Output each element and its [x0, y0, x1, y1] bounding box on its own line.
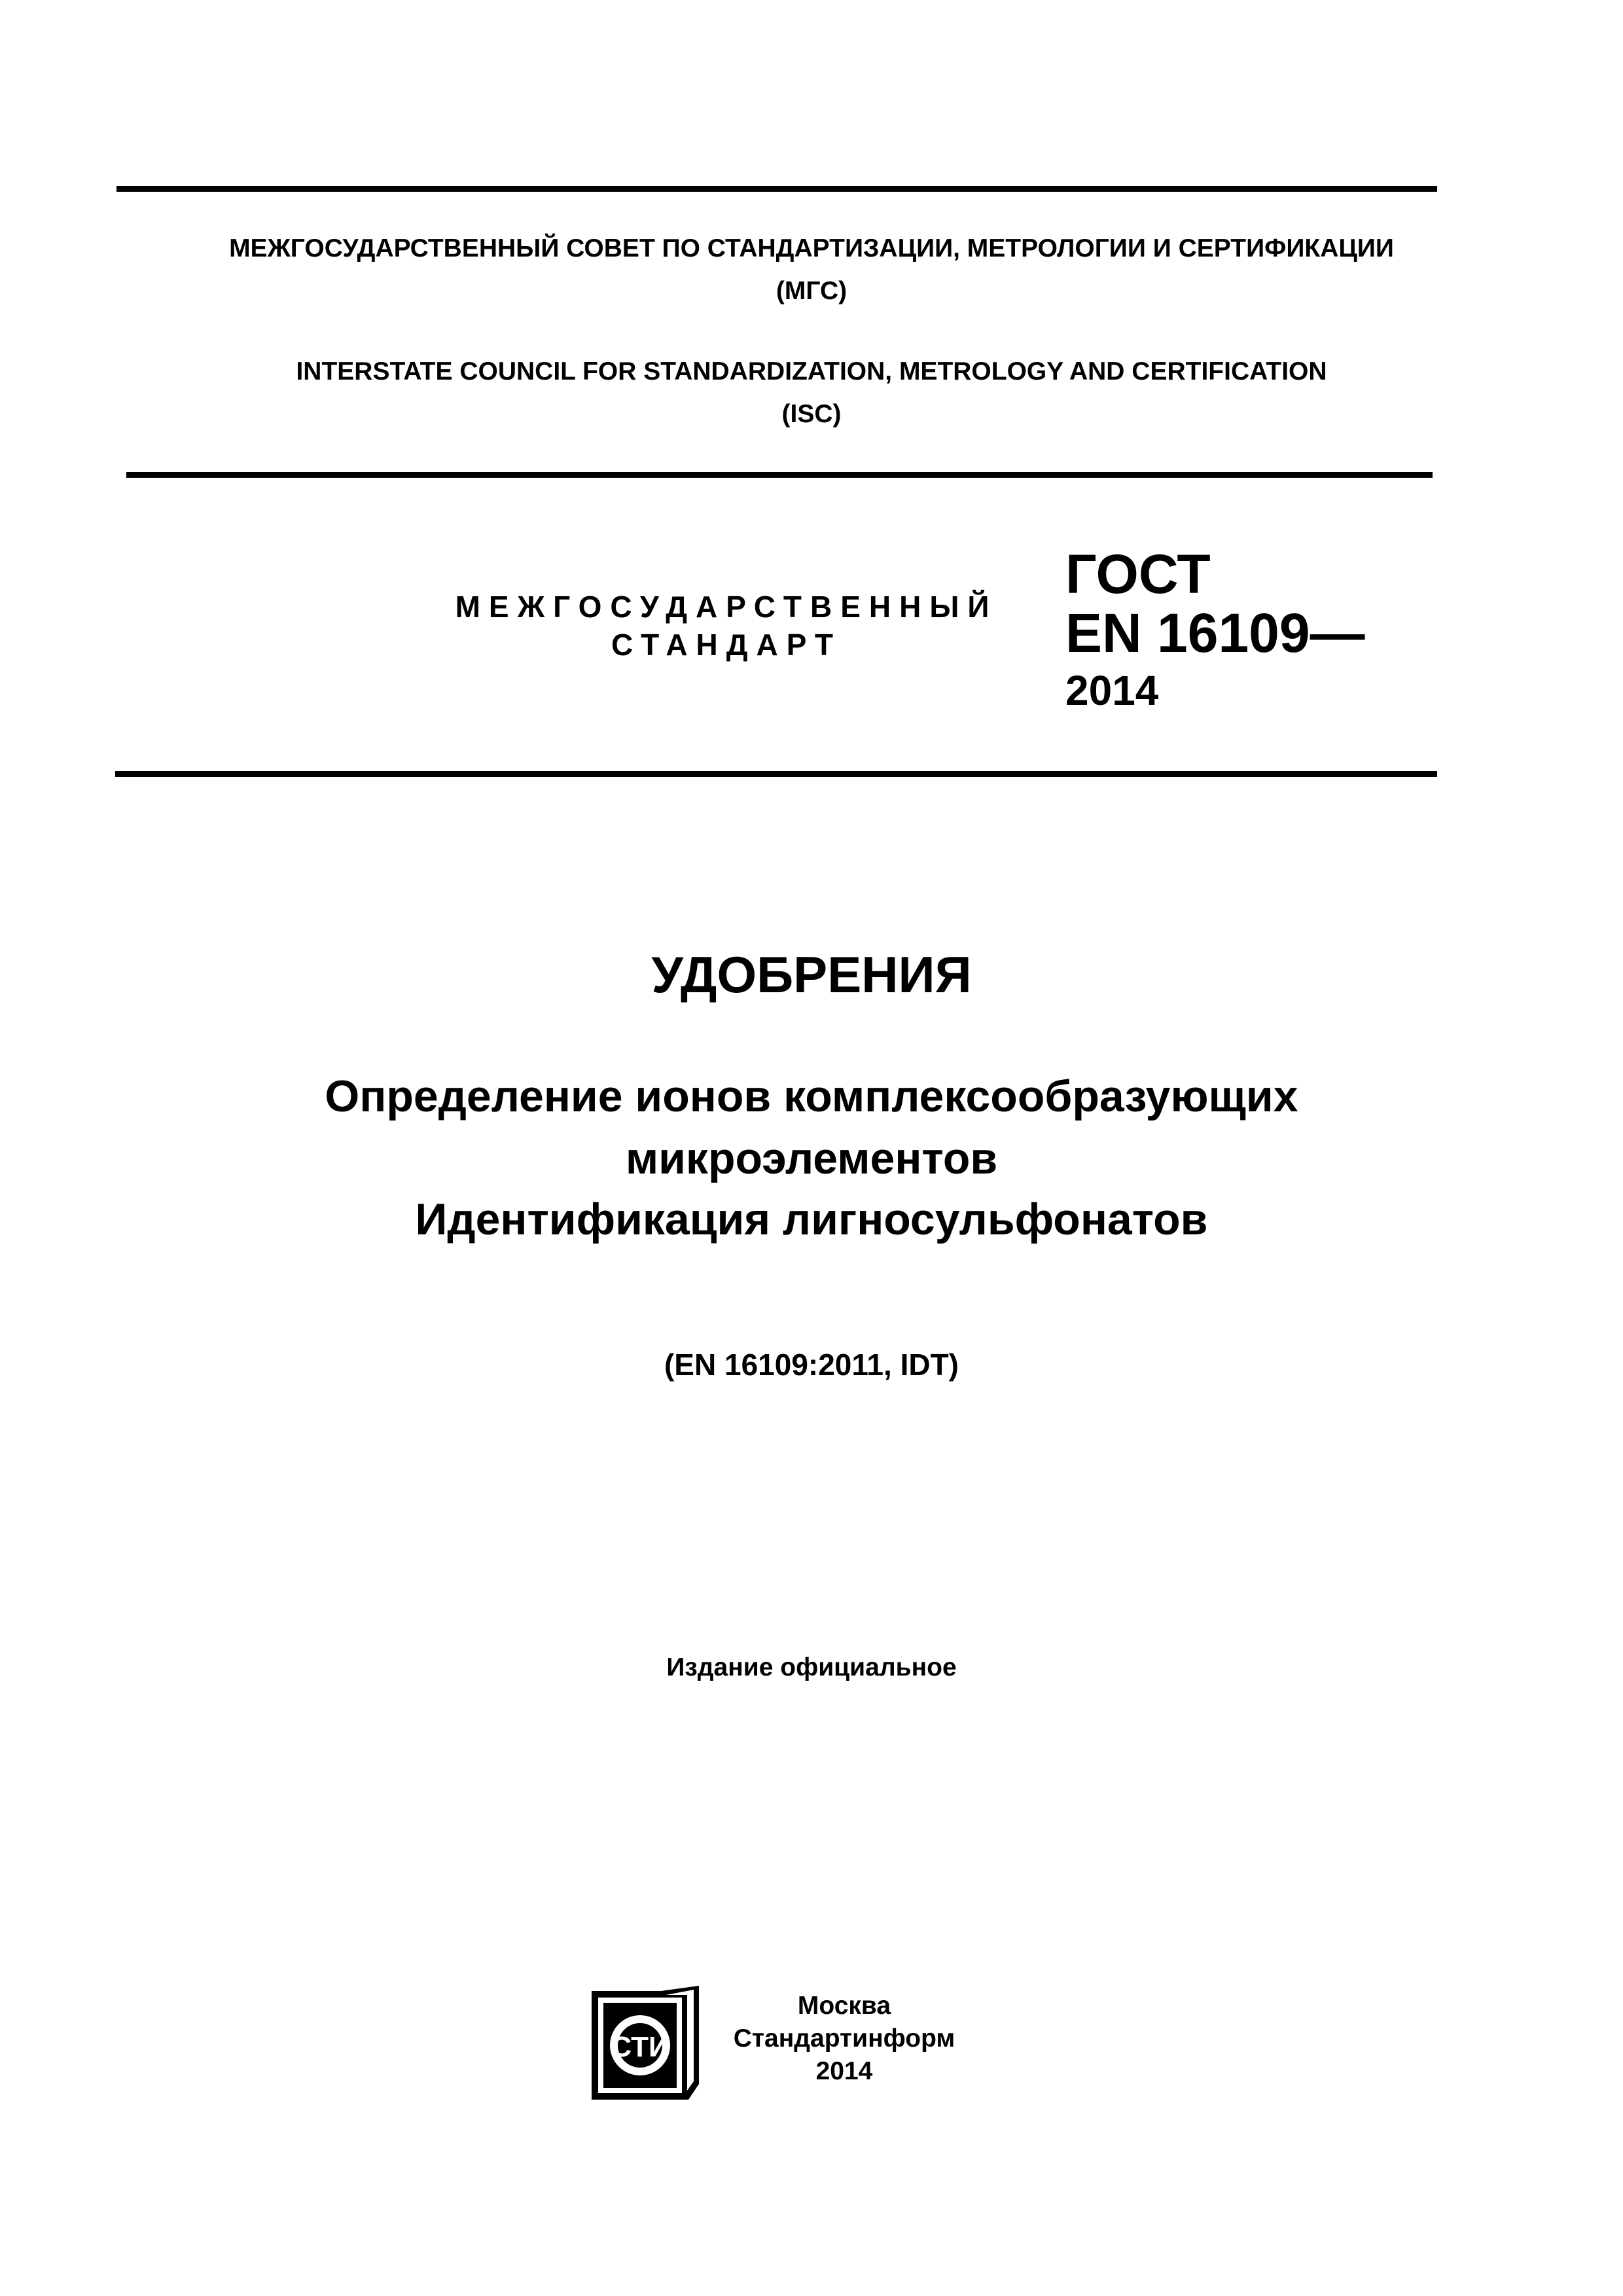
publisher-block: [707, 1990, 982, 2088]
council-name-en: INTERSTATE COUNCIL FOR STANDARDIZATION, METROLOGY AND CERTIFICATION: [296, 357, 1327, 386]
designation-year: 2014: [1065, 667, 1159, 714]
council-abbr-ru: (МГС): [776, 277, 847, 305]
publisher-city: Москва: [797, 1992, 891, 2020]
standartinform-logo-icon: [589, 1986, 702, 2104]
document-title: УДОБРЕНИЯ: [651, 946, 972, 1003]
designation-bottom-rule: [115, 771, 1437, 777]
designation-line2: EN 16109—: [1065, 602, 1365, 664]
document-subtitle-line3: Идентификация лигносульфонатов: [415, 1194, 1208, 1244]
publisher-year: 2014: [815, 2057, 873, 2085]
designation-line1: ГОСТ: [1065, 543, 1211, 605]
standard-label-line1: МЕЖГОСУДАРСТВЕННЫЙ: [455, 590, 998, 624]
logo-text: СТИ: [611, 2031, 669, 2063]
header-bottom-rule: [126, 472, 1433, 478]
standard-identity: (EN 16109:2011, IDT): [664, 1348, 959, 1382]
standard-label-line2: СТАНДАРТ: [611, 628, 842, 662]
publisher-name: Стандартинформ: [733, 2024, 955, 2053]
top-rule: [116, 186, 1437, 192]
standard-designation: [1065, 545, 1365, 719]
document-subtitle-line2: микроэлементов: [625, 1134, 998, 1183]
edition-note: Издание официальное: [666, 1653, 957, 1681]
council-name-ru: МЕЖГОСУДАРСТВЕННЫЙ СОВЕТ ПО СТАНДАРТИЗАЦИИ, МЕТРОЛОГИИ И СЕРТИФИКАЦИИ: [229, 234, 1394, 262]
document-subtitle-line1: Определение ионов комплексообразующих: [325, 1071, 1298, 1121]
council-abbr-en: (ISC): [781, 400, 842, 428]
